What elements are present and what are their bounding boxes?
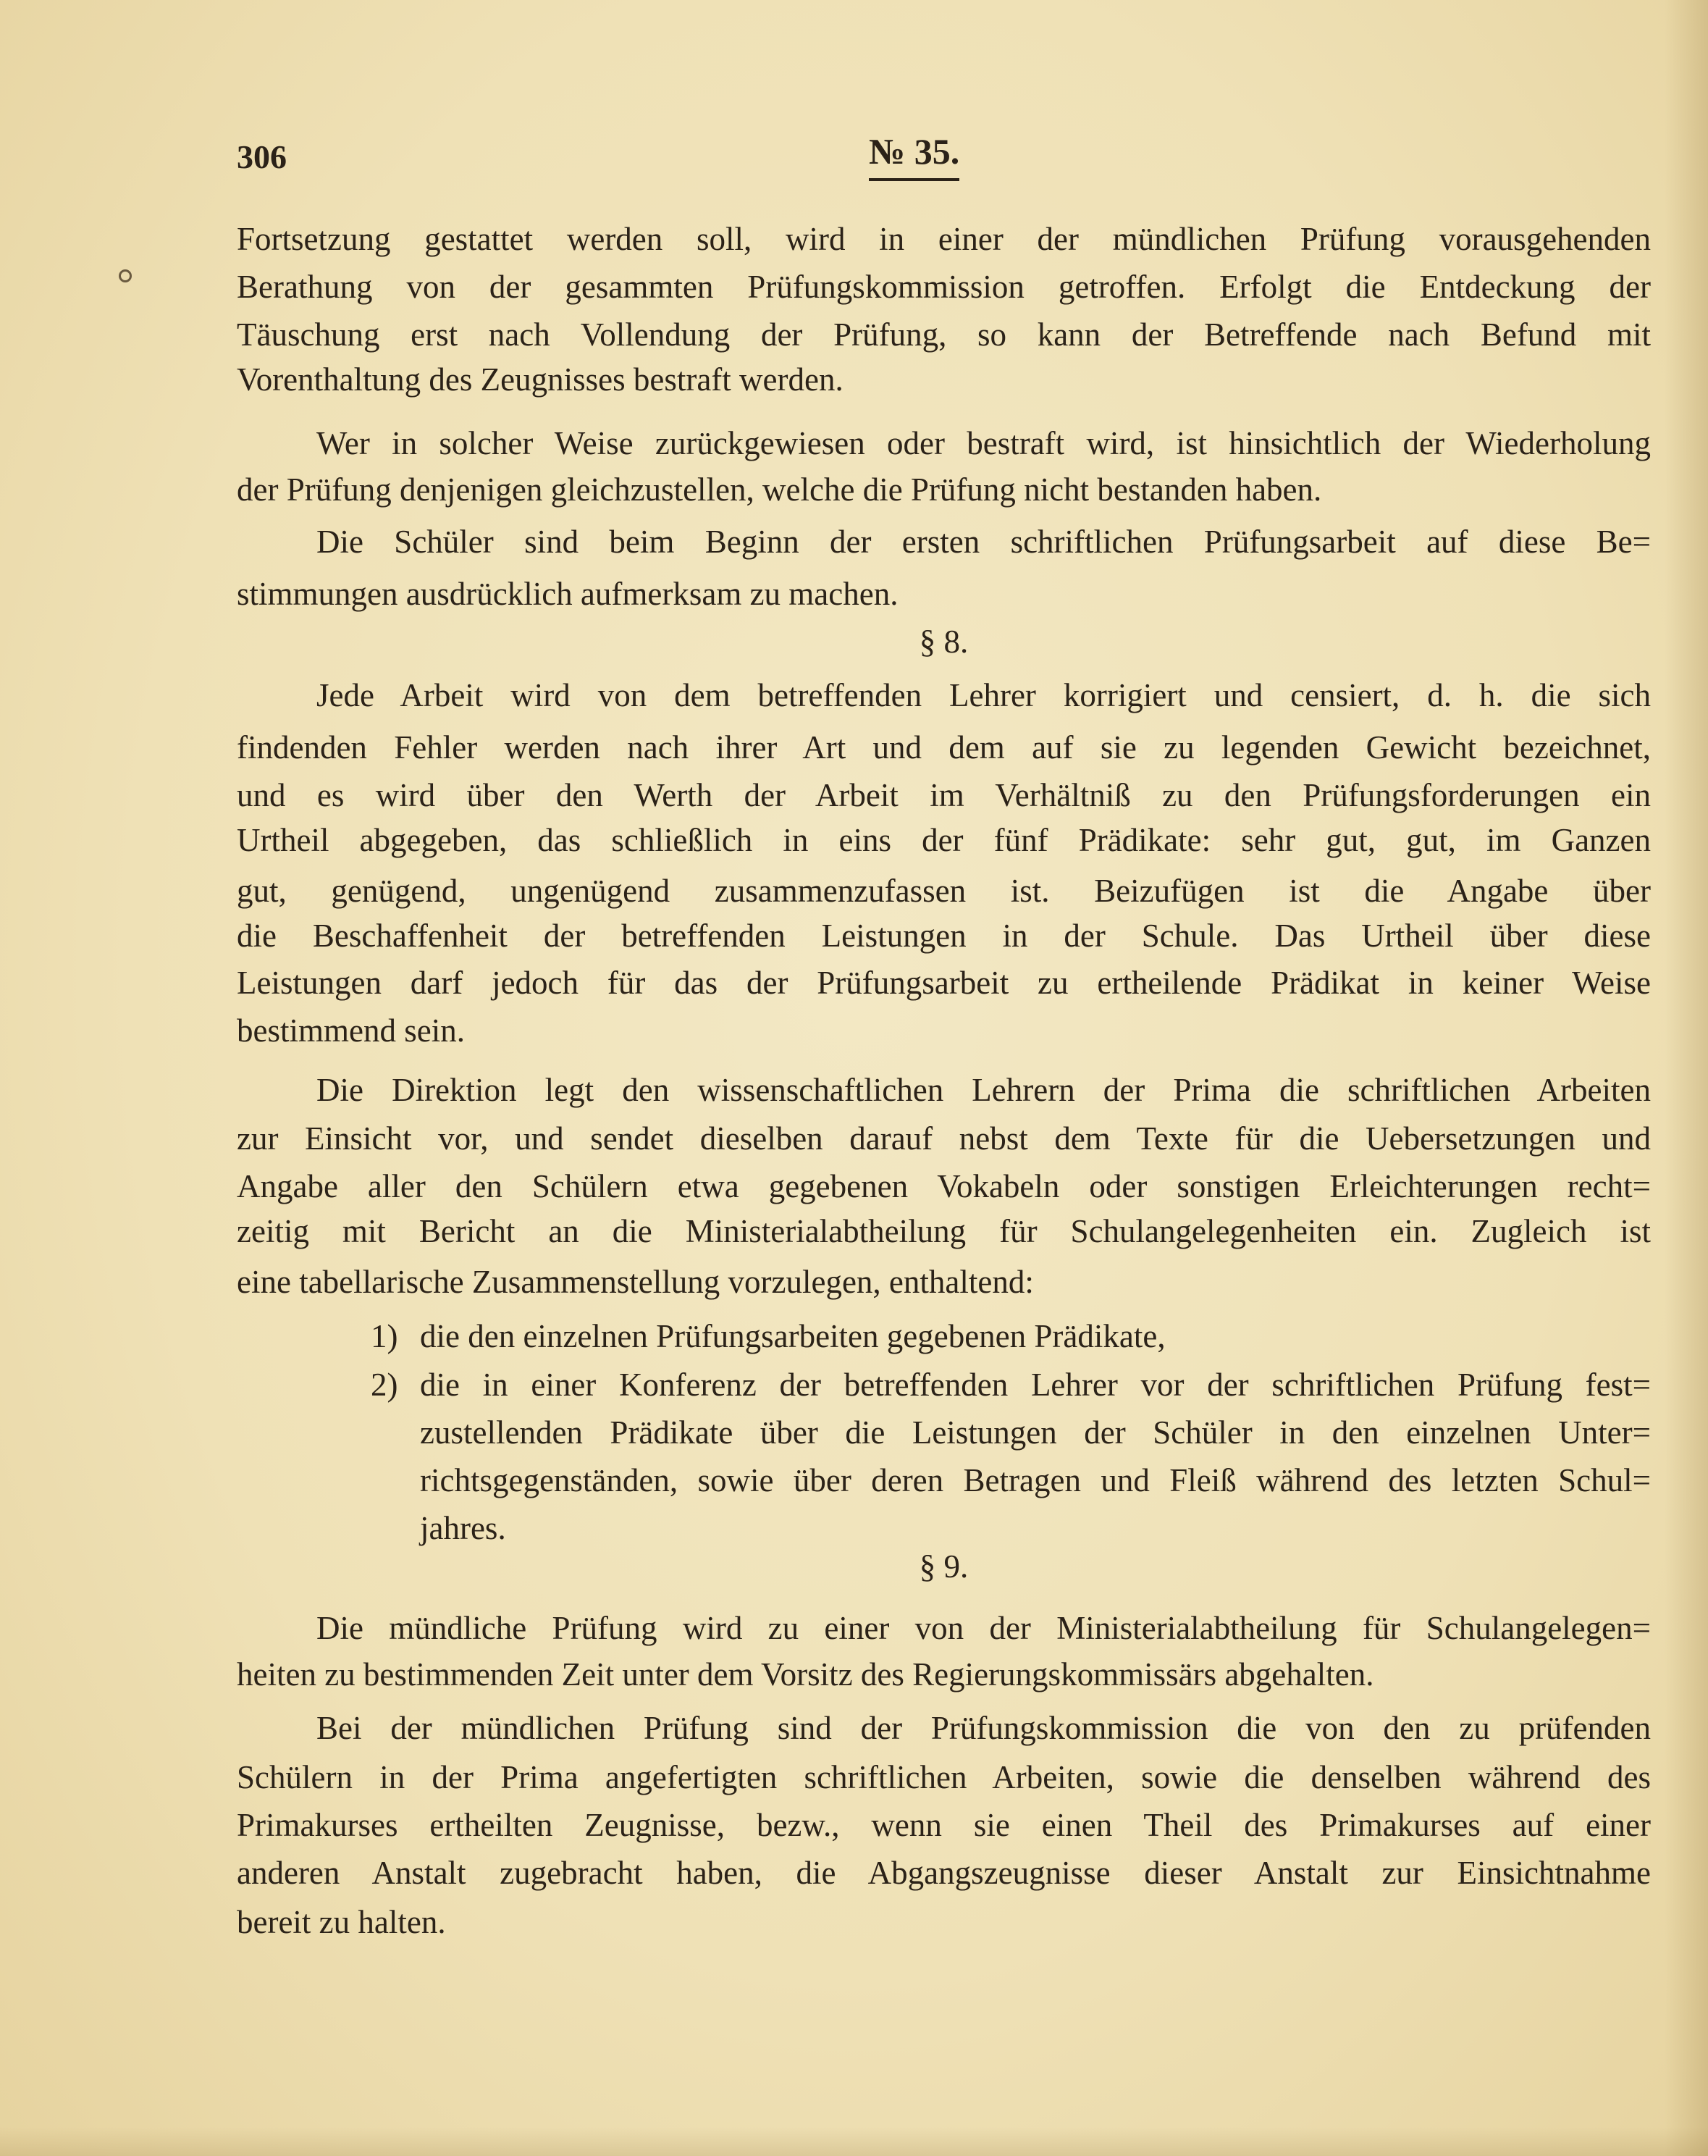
page-bottom-shadow [0, 2127, 1708, 2156]
paragraph-line: eine tabellarische Zusammenstellung vorzulegen, enthaltend: [237, 1264, 1034, 1300]
paragraph-line: Die mündliche Prüfung wird zu einer von der Ministerialabtheilung für Schulangelegen= [316, 1610, 1651, 1646]
page-number: 306 [237, 138, 287, 175]
paragraph-line: Leistungen darf jedoch für das der Prüfungsarbeit zu ertheilende Prädikat in keiner Weise [237, 965, 1651, 1001]
paragraph-line: Die Schüler sind beim Beginn der ersten schriftlichen Prüfungsarbeit auf diese Be= [316, 524, 1651, 560]
list-item-line: die in einer Konferenz der betreffenden Lehrer vor der schriftlichen Prüfung fest= [420, 1367, 1651, 1403]
margin-mark-icon [119, 269, 132, 282]
paragraph-line: Bei der mündlichen Prüfung sind der Prüfungskommission die von den zu prüfenden [316, 1710, 1651, 1746]
list-item-line: richtsgegenständen, sowie über deren Betragen und Fleiß während des letzten Schul= [420, 1462, 1651, 1498]
list-item-number: 2) [371, 1367, 398, 1403]
paragraph-line: Jede Arbeit wird von dem betreffenden Lehrer korrigiert und censiert, d. h. die sich [316, 677, 1651, 713]
list-item-line: die den einzelnen Prüfungsarbeiten gegebenen Prädikate, [420, 1318, 1166, 1354]
section-heading: § 9. [919, 1548, 969, 1585]
list-item-number: 1) [371, 1318, 398, 1354]
paragraph-line: heiten zu bestimmenden Zeit unter dem Vorsitz des Regierungskommissärs abgehalten. [237, 1656, 1374, 1692]
list-item-line: jahres. [420, 1510, 506, 1546]
paragraph-line: die Beschaffenheit der betreffenden Leistungen in der Schule. Das Urtheil über diese [237, 918, 1651, 954]
page-edge-shadow [1665, 0, 1708, 2156]
paragraph-line: der Prüfung denjenigen gleichzustellen, welche die Prüfung nicht bestanden haben. [237, 471, 1322, 508]
paragraph-line: Primakurses ertheilten Zeugnisse, bezw., wenn sie einen Theil des Primakurses auf einer [237, 1807, 1651, 1843]
paragraph-line: Angabe aller den Schülern etwa gegebenen Vokabeln oder sonstigen Erleichterungen recht= [237, 1168, 1651, 1204]
paragraph-line: Vorenthaltung des Zeugnisses bestraft werden. [237, 361, 844, 398]
paragraph-line: findenden Fehler werden nach ihrer Art und dem auf sie zu legenden Gewicht bezeichnet, [237, 729, 1651, 765]
paragraph-line: Die Direktion legt den wissenschaftlichen Lehrern der Prima die schriftlichen Arbeiten [316, 1072, 1651, 1108]
paragraph-line: stimmungen ausdrücklich aufmerksam zu machen. [237, 576, 899, 612]
paragraph-line: Urtheil abgegeben, das schließlich in eins der fünf Prädikate: sehr gut, gut, im Ganzen [237, 822, 1651, 858]
paragraph-line: Fortsetzung gestattet werden soll, wird in einer der mündlichen Prüfung vorausgehenden [237, 221, 1651, 257]
paragraph-line: zur Einsicht vor, und sendet dieselben darauf nebst dem Texte für die Uebersetzungen und [237, 1120, 1651, 1157]
paragraph-line: gut, genügend, ungenügend zusammenzufassen ist. Beizufügen ist die Angabe über [237, 873, 1651, 909]
paragraph-line: bereit zu halten. [237, 1904, 446, 1940]
section-heading: § 8. [919, 624, 969, 660]
paragraph-line: anderen Anstalt zugebracht haben, die Abgangszeugnisse dieser Anstalt zur Einsichtnahme [237, 1855, 1651, 1891]
list-item-line: zustellenden Prädikate über die Leistungen der Schüler in den einzelnen Unter= [420, 1414, 1651, 1451]
paragraph-line: Wer in solcher Weise zurückgewiesen oder bestraft wird, ist hinsichtlich der Wiederholung [316, 425, 1651, 461]
paragraph-line: und es wird über den Werth der Arbeit im Verhältniß zu den Prüfungsforderungen ein [237, 777, 1651, 813]
paragraph-line: Täuschung erst nach Vollendung der Prüfung, so kann der Betreffende nach Befund mit [237, 316, 1651, 353]
paragraph-line: zeitig mit Bericht an die Ministerialabtheilung für Schulangelegenheiten ein. Zugleich ist [237, 1213, 1651, 1249]
issue-number: № 35. [869, 130, 959, 181]
paragraph-line: bestimmend sein. [237, 1012, 465, 1049]
paragraph-line: Berathung von der gesammten Prüfungskommission getroffen. Erfolgt die Entdeckung der [237, 269, 1651, 305]
paragraph-line: Schülern in der Prima angefertigten schriftlichen Arbeiten, sowie die denselben während des [237, 1759, 1651, 1795]
